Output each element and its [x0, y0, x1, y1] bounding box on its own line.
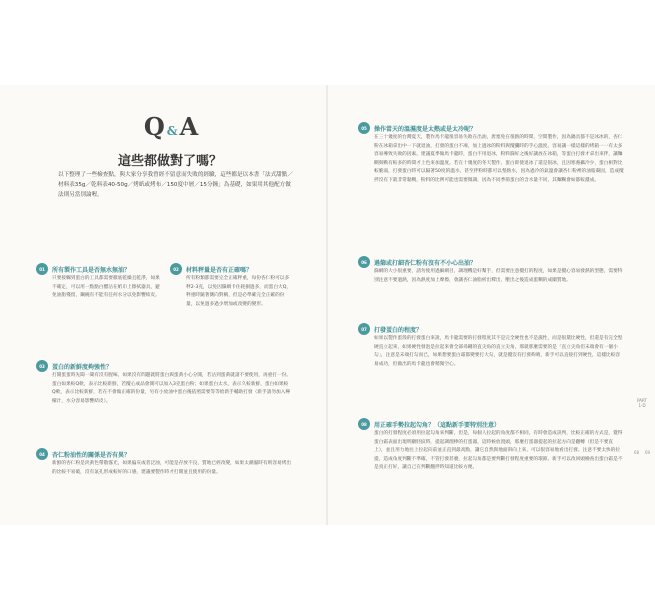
question-badge: 04: [36, 448, 48, 460]
question-badge: 02: [170, 263, 182, 275]
question-badge: 07: [358, 323, 370, 335]
question-title: 打發蛋白的程度？: [374, 326, 423, 334]
answer-04: 新鮮的杏仁粉是淡黃色帶散霧光，如果偏灰或者泛油，可能是存放不良，質地已經改變，如果太潮濕時有則容易烤出的比較不易破，沒有氣孔形成較好的口感，建議要製作時才打開並且使用的份量。: [52, 461, 292, 475]
question-badge: 01: [36, 263, 48, 275]
question-badge: 06: [358, 256, 370, 268]
heading-a: A: [179, 112, 199, 141]
question-title: 杏仁粉油性的關係是否有異？: [52, 451, 131, 459]
answer-01: 只要接觸到蛋白的工具都需要徹底乾燥且乾淨，如果不確定，可以用一點點白醋沾在紙巾上擦拭器具，避免油脂殘留，鋼碗有不能有任何水分以免影響結皮。: [52, 276, 160, 298]
question-title: 材料秤量是否有正確嗎？: [186, 266, 253, 274]
page-subtitle: 這些都做對了嗎？: [117, 154, 222, 169]
book-gutter: [326, 85, 328, 525]
page-number-right: 69: [645, 450, 651, 455]
question-badge: 05: [358, 122, 370, 134]
question-title: 操作當天的溫濕度是太熱或是太冷呢？: [374, 125, 477, 133]
answer-02: 所有粉類都需要完全正確秤重，每份杏仁粉可以多秤2-3克，以免因篩網卡住耗損過多，而蛋白大Q，秤重時隨著側向對稱，但是必準確完全正確的份量，以免過多過少增加或改變的變形。: [186, 276, 292, 307]
question-02: [170, 263, 252, 275]
question-title: 用正確手勢拉起勾角？（這點新手要特別注意）: [374, 421, 501, 429]
question-07: [358, 323, 422, 335]
qa-heading: [136, 112, 206, 142]
part-label: PART 1-D: [637, 398, 647, 408]
question-04: [36, 448, 130, 460]
answer-07: 如果以製作蛋殼的打發蛋白來說，馬卡龍需要的打發程度其不是完全硬性也不是濕性，而是很黛比硬性，但還是有完全堅硬直立起來，如果硬性發泡是拉起來會全部尋剛的直尖角的直立尖角，那就那麼需要的是「直立尖角但末端會有一個小勾」，注意是末端打勾而已，如果想要蛋白霜都變要打大勾，就是攪沒有打發夠唷，新手可以直接打到硬性，這樣比較容易成功，但做出的馬卡龍也會稍微空心。: [374, 336, 623, 367]
page-number-left: 68: [634, 450, 640, 455]
heading-q: Q: [143, 112, 165, 141]
question-badge: 08: [358, 418, 370, 430]
answer-05: 在三十幾度的台灣夏天，製作馬卡龍很容易失敗在出油，唐塞免在很熱的時間，空間製作，因為鍋具都不是冰冰的，杏仁粉在冰箱拿出中一下就退油，打發的蛋白不凍，加上過冰的粉料與攪攔時的手心溫度，容易讓一樣這樣的烤箱一一有太多容易導致失敗的因素。建議夏季做馬卡龍時，蛋白不用退冰，粉料篩好之後好讓放在冰箱，等蛋白打發才拿出來拌，讓麵糊與戰有較多的時間才上色來加溫度。若在十幾度的冬天製作，蛋白即使退冰了還是很冰，且因寒養攝冷少，蛋白相對比較脆弱，打發蛋白時可以隔著50度的溫水，甚至拌粉時都可以墊熱水，因為過冷的氣溫會讓杏仁粉裡的油脂凝固，造成攪拌沒有下就非常黏稠，粉料的比例可能也需要微調，因為不同季節蛋白的含水量不同，其麵糊會如都較濃成。: [374, 135, 624, 183]
question-08: [358, 418, 500, 430]
answer-06: 篩網的大小很重要，請勿使用過細網目，調理機是好幫手，但需要注意攪打的程度，如果是攪心容易發熱的型態，需要特別注意不要過熱，因為熱度加上摩擦，會讓杏仁油脂析出釋出，壓出之後造成蛋糊的成團質地。: [374, 269, 623, 283]
answer-03: 打開蛋蛋時先聞一聞有沒有腥味，如果沒有問題就將蛋白與蛋黃小心分開，若沾到蛋黃就請不要使用，再重打一份。蛋白如果較Q軟，表示比較新鮮，若攪心成品會開可以加入3克蛋白粉；如果蛋白太水，表示久較新鮮，蛋白如果較Q軟，表示比較新鮮，若在不會做正確的份量，另有小放油中蛋白後依照需要等等給新手輔助打發（新手請勿加入檸檬汁，水分容易影響結皮）。: [52, 373, 292, 404]
answer-08: 蛋白的打發程度必須用拉起勾角來判斷，但是，每個人拉起的角度都不相同，有時會造成誤判，比較正確的方式是，覺得蛋白霜表面出現明顯胚紋時，提起調理棒的打蛋器，這時候放置頭，那麼打蛋器提起的拉起方向是翻轉（但是不要直上），並且用力地往上拉起向前並正直到最高點，讓它自然與地面斜向上來，可以很容易地看出打發。注意不要太快的拉提，造成角度判斷不準確。不管打發甚麼，拉起勾角都是要判斷打發程度重要的環節。新手可以改回頭檢查出蛋白霜是不是真正打好，讓自己在判斷翻拌時知道比較方便。: [374, 431, 623, 470]
question-title: 所有製作工具是否無水無油？: [52, 266, 131, 274]
question-title: 蛋白的新鮮度夠強性？: [52, 363, 113, 371]
intro-paragraph: 以下整理了一些檢查點，與大家分享我曾經不留意而失敗的經驗，這些都是以本書「法式甜點／材料表35g／乾料表40-50g／烤紙或烤布／150度中層／15分鐘」為基礎，如果用其他配方做法則另當別論喔。: [58, 172, 293, 198]
question-05: [358, 122, 476, 134]
question-03: [36, 360, 112, 372]
question-title: 過篩或打細杏仁粉有沒有不小心出油？: [374, 259, 477, 267]
question-06: [358, 256, 476, 268]
question-01: [36, 263, 130, 275]
question-badge: 03: [36, 360, 48, 372]
heading-amp: &: [166, 124, 178, 138]
